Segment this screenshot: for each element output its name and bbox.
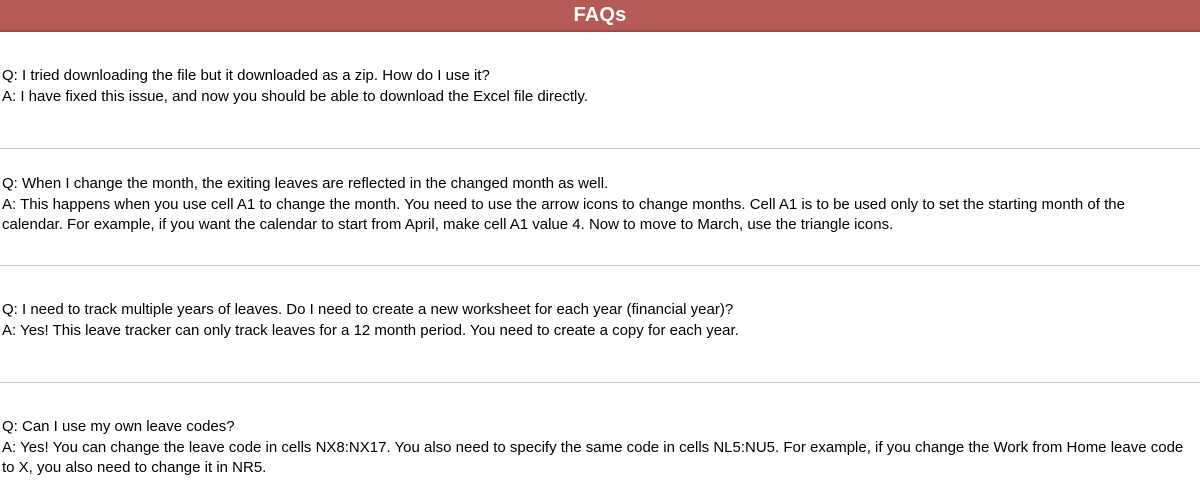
faq-answer: A: This happens when you use cell A1 to change the month. You need to use the arrow icons to change months. Cell A1 is to be used only to set the starting month of the calendar. For example, if you want the calendar to start from April, make cell A1 value 4. Now to move to March, use the triangle icons. xyxy=(2,195,1125,233)
page-title: FAQs xyxy=(573,3,627,26)
faq-item xyxy=(0,417,1200,479)
faq-answer: A: I have fixed this issue, and now you should be able to download the Excel file directly. xyxy=(2,87,588,105)
faq-question: Q: When I change the month, the exiting leaves are reflected in the changed month as well. xyxy=(2,175,609,192)
faq-answer: A: Yes! You can change the leave code in cells NX8:NX17. You also need to specify the same code in cells NL5:NU5. For example, if you change the Work from Home leave code to X, you also need to change it in NR5. xyxy=(2,438,1184,476)
faq-header xyxy=(0,0,1200,32)
faq-item xyxy=(0,300,1200,341)
faq-item xyxy=(0,66,1200,107)
faq-answer: A: Yes! This leave tracker can only track leaves for a 12 month period. You need to create a copy for each year. xyxy=(2,321,739,339)
divider xyxy=(0,148,1200,149)
faq-question: Q: I tried downloading the file but it downloaded as a zip. How do I use it? xyxy=(2,67,490,84)
faq-question: Q: I need to track multiple years of leaves. Do I need to create a new worksheet for each year (financial year)? xyxy=(2,301,734,318)
divider xyxy=(0,265,1200,266)
divider xyxy=(0,382,1200,383)
faq-item xyxy=(0,174,1200,236)
faq-question: Q: Can I use my own leave codes? xyxy=(2,418,235,435)
